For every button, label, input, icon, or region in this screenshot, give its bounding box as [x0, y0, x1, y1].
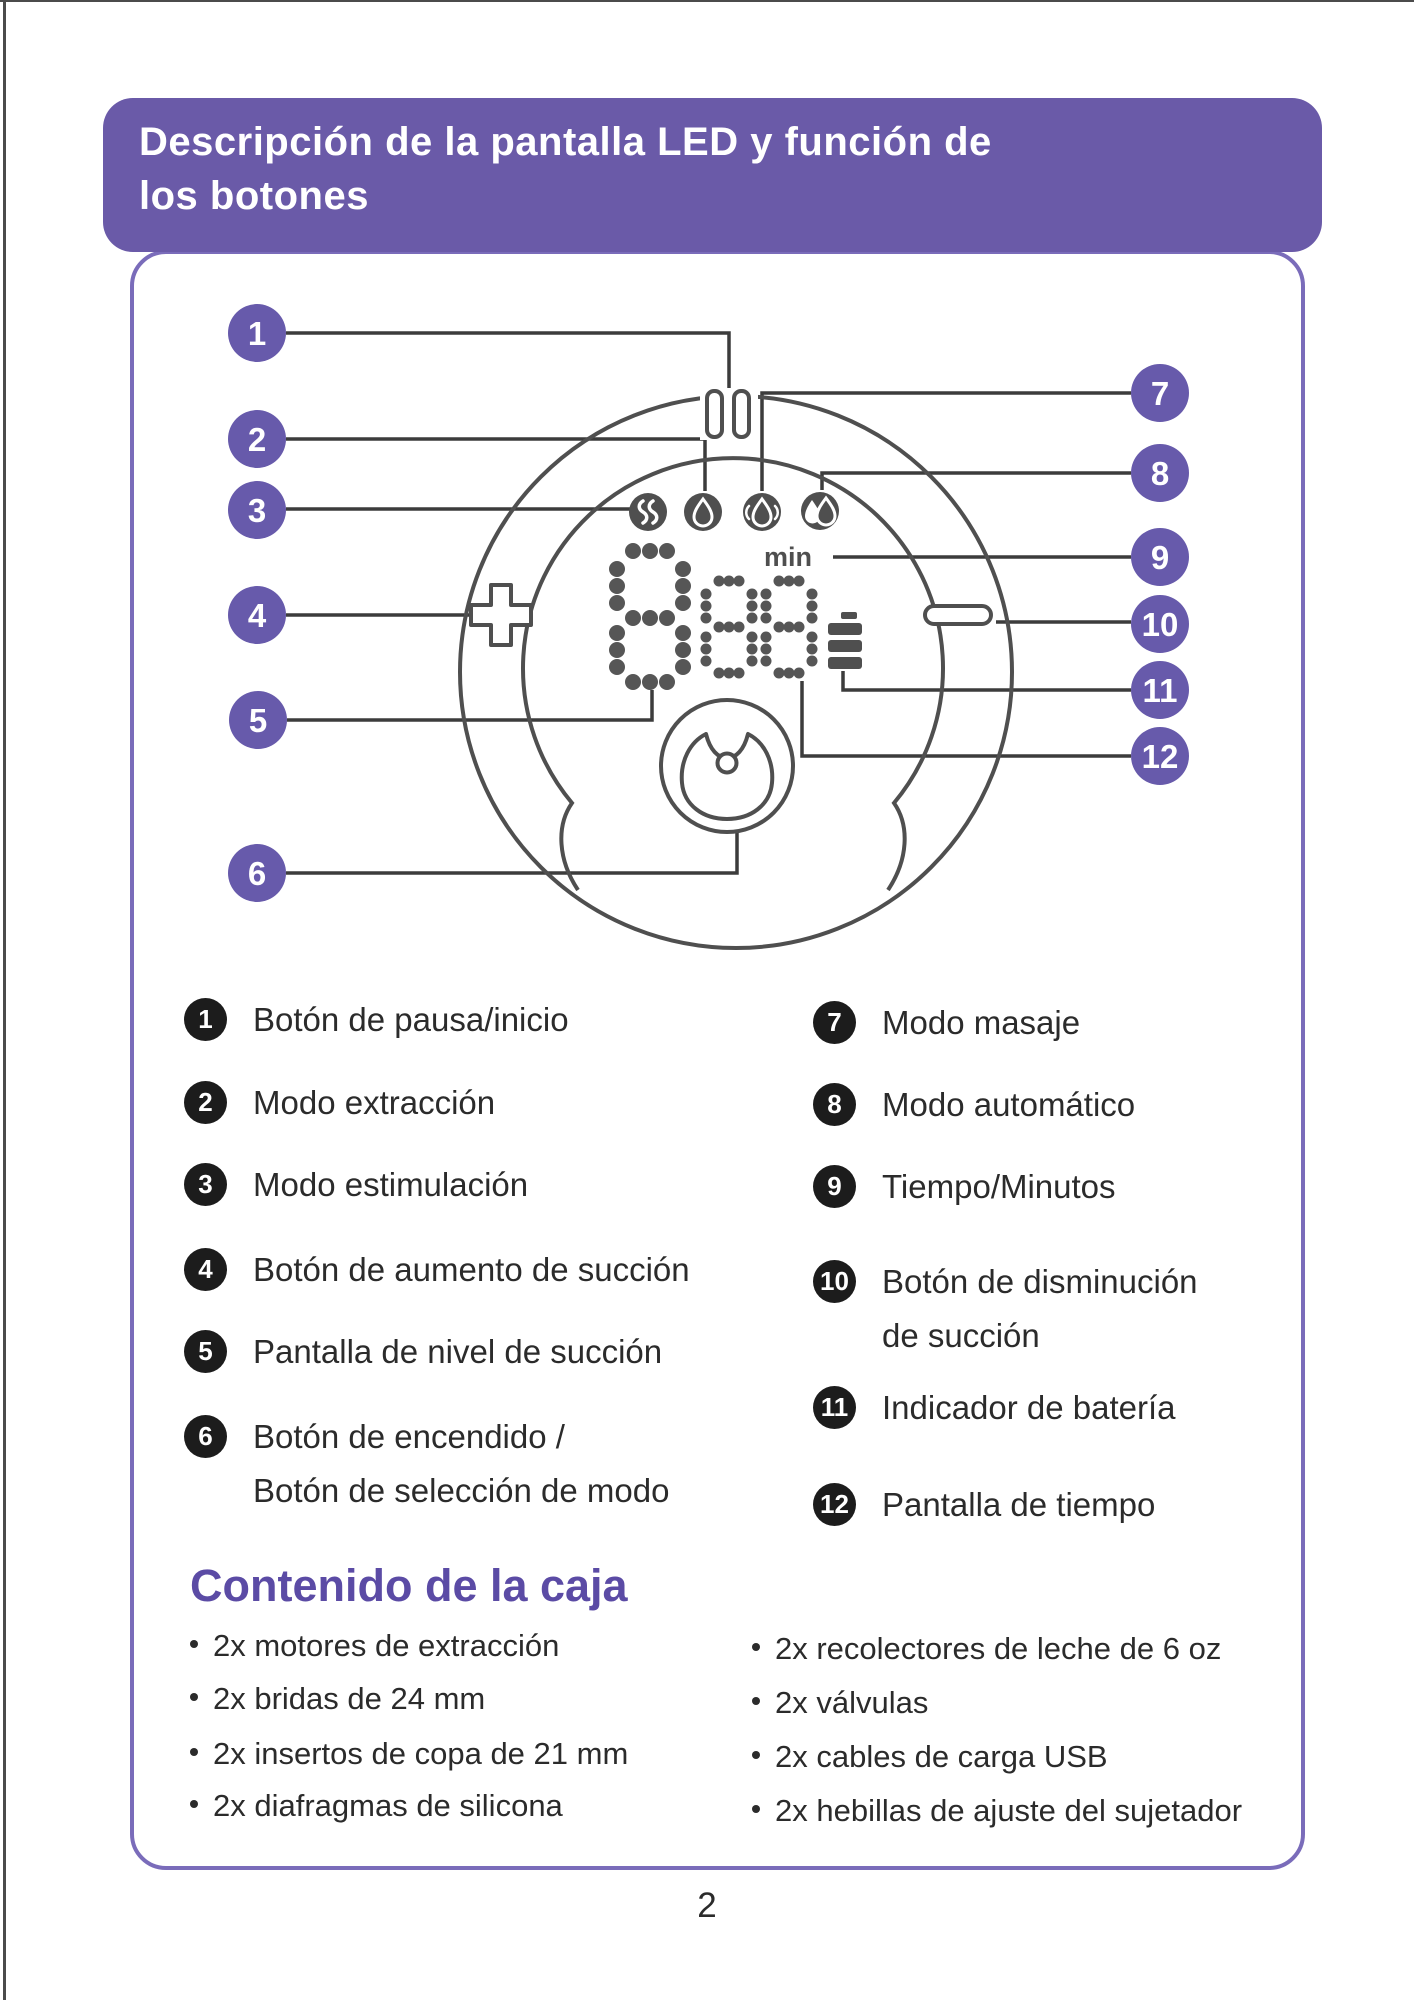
callout-3: 3 — [247, 492, 267, 529]
callout-1: 1 — [247, 315, 267, 352]
legend-item-5 — [184, 1325, 662, 1379]
legend-label-9: Tiempo/Minutos — [882, 1168, 1116, 1205]
list-item — [752, 1793, 1242, 1829]
list-item-text: 2x válvulas — [775, 1685, 929, 1720]
list-item — [190, 1628, 559, 1664]
legend-item-10 — [813, 1255, 1198, 1363]
legend-label-1: Botón de pausa/inicio — [253, 1001, 569, 1038]
battery-icon — [828, 612, 862, 669]
legend-label-12: Pantalla de tiempo — [882, 1486, 1156, 1523]
legend-label-6-line1: Botón de encendido / — [253, 1418, 565, 1455]
legend-item-11 — [813, 1381, 1176, 1435]
legend-item-2 — [184, 1076, 495, 1130]
page-number: 2 — [697, 1886, 717, 1925]
callout-10: 10 — [1141, 606, 1179, 643]
legend-item-12 — [813, 1478, 1155, 1532]
legend-label-10-line1: Botón de disminución — [882, 1263, 1198, 1300]
callout-4: 4 — [247, 597, 267, 634]
list-item — [190, 1736, 628, 1772]
legend-item-1 — [184, 993, 569, 1047]
bullet-icon — [190, 1800, 198, 1808]
legend-num-3: 3 — [184, 1163, 227, 1206]
legend-num-1: 1 — [184, 998, 227, 1041]
legend-num-10: 10 — [813, 1260, 856, 1303]
callout-6: 6 — [247, 855, 267, 892]
pause-button — [700, 388, 758, 440]
list-item-text: 2x insertos de copa de 21 mm — [213, 1736, 629, 1771]
time-display — [701, 576, 818, 679]
bullet-icon — [752, 1751, 760, 1759]
legend-label-7: Modo masaje — [882, 1004, 1081, 1041]
legend-label-8: Modo automático — [882, 1086, 1136, 1123]
legend-label-3: Modo estimulación — [253, 1166, 529, 1203]
legend-num-8: 8 — [813, 1083, 856, 1126]
legend-item-4 — [184, 1243, 690, 1297]
list-item — [752, 1685, 928, 1721]
list-item-text: 2x hebillas de ajuste del sujetador — [775, 1793, 1243, 1828]
legend-item-7 — [813, 996, 1080, 1050]
legend-label-4: Botón de aumento de succión — [253, 1251, 690, 1288]
callout-2: 2 — [247, 421, 267, 458]
minus-button — [925, 606, 991, 624]
legend-num-9: 9 — [813, 1165, 856, 1208]
legend-num-11: 11 — [813, 1386, 856, 1429]
list-item-text: 2x bridas de 24 mm — [213, 1681, 486, 1716]
bullet-icon — [190, 1748, 198, 1756]
list-item-text: 2x cables de carga USB — [775, 1739, 1108, 1774]
power-button — [661, 700, 793, 832]
page-title-line1: Descripción de la pantalla LED y función de — [139, 120, 992, 164]
min-label: min — [763, 542, 813, 572]
page-title-line2: los botones — [139, 174, 369, 218]
list-item-text: 2x motores de extracción — [213, 1628, 560, 1663]
legend-item-9 — [813, 1160, 1116, 1214]
legend-item-8 — [813, 1078, 1135, 1132]
stimulation-waves-icon — [629, 493, 667, 531]
callout-5: 5 — [248, 702, 268, 739]
legend-label-5: Pantalla de nivel de succión — [253, 1333, 663, 1370]
list-item — [190, 1788, 563, 1824]
legend-label-11: Indicador de batería — [882, 1389, 1176, 1426]
bullet-icon — [190, 1640, 198, 1648]
list-item — [752, 1739, 1108, 1775]
legend-num-7: 7 — [813, 1001, 856, 1044]
bullet-icon — [752, 1697, 760, 1705]
callout-11: 11 — [1142, 672, 1178, 709]
legend-item-3 — [184, 1158, 528, 1212]
massage-vibrating-drop-icon — [743, 493, 781, 531]
callout-8: 8 — [1150, 455, 1170, 492]
callout-12: 12 — [1141, 738, 1179, 775]
callout-7: 7 — [1150, 375, 1170, 412]
list-item — [752, 1631, 1221, 1667]
legend-label-6-line2: Botón de selección de modo — [253, 1472, 670, 1509]
list-item-text: 2x recolectores de leche de 6 oz — [775, 1631, 1222, 1666]
legend-label-10-line2: de succión — [882, 1317, 1040, 1354]
bullet-icon — [190, 1693, 198, 1701]
box-contents-heading: Contenido de la caja — [190, 1560, 628, 1611]
list-item — [190, 1681, 485, 1717]
plus-button — [471, 585, 531, 645]
bullet-icon — [752, 1805, 760, 1813]
legend-item-6 — [184, 1410, 669, 1518]
extraction-drop-icon — [684, 493, 722, 531]
bullet-icon — [752, 1643, 760, 1651]
legend-num-5: 5 — [184, 1330, 227, 1373]
callout-9: 9 — [1150, 539, 1170, 576]
list-item-text: 2x diafragmas de silicona — [213, 1788, 563, 1823]
auto-double-drop-icon — [801, 492, 839, 530]
legend-num-4: 4 — [184, 1248, 227, 1291]
suction-level-display — [609, 543, 691, 690]
legend-num-2: 2 — [184, 1081, 227, 1124]
legend-label-2: Modo extracción — [253, 1084, 496, 1121]
legend-num-12: 12 — [813, 1483, 856, 1526]
page-title — [103, 98, 1322, 252]
legend-num-6: 6 — [184, 1415, 227, 1458]
